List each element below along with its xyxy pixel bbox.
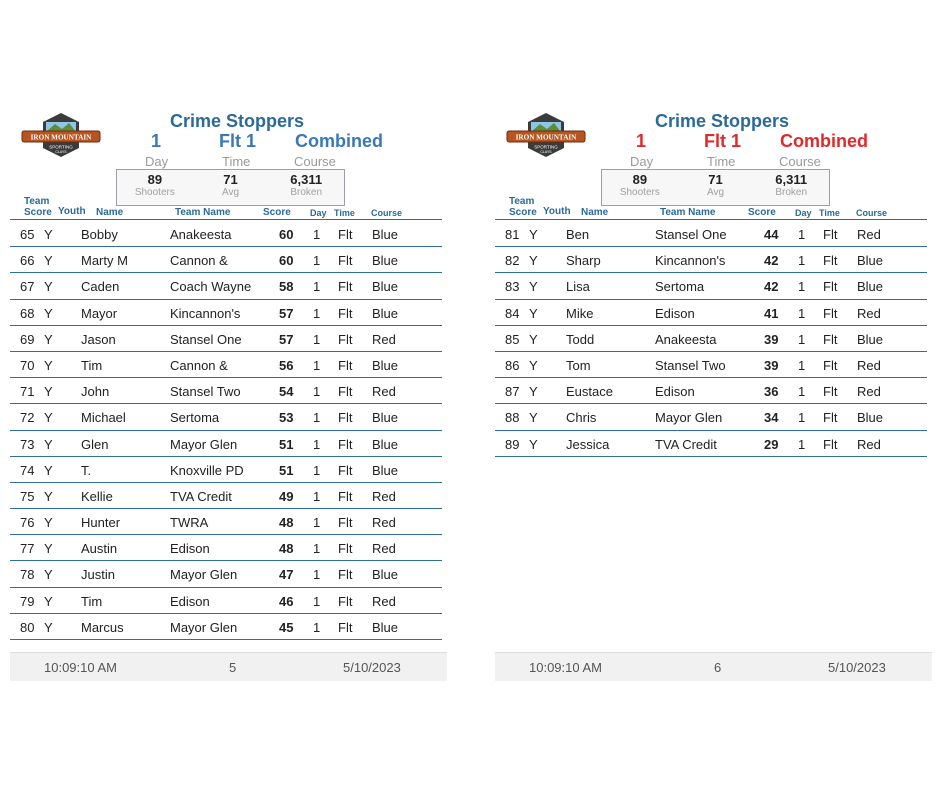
youth-cell: Y bbox=[529, 305, 538, 321]
time-cell: Flt bbox=[823, 305, 838, 321]
time-cell: Flt bbox=[338, 488, 353, 504]
table-row bbox=[10, 378, 442, 404]
team-score-cell: 78 bbox=[20, 567, 35, 583]
course-label: Course bbox=[779, 154, 821, 169]
youth-cell: Y bbox=[44, 331, 53, 347]
score-cell: 39 bbox=[764, 331, 779, 347]
team-name-cell: Knoxville PD bbox=[170, 462, 244, 478]
score-cell: 47 bbox=[279, 567, 294, 583]
team-name-cell: Edison bbox=[655, 384, 695, 400]
day-cell: 1 bbox=[313, 541, 321, 557]
shooter-name-cell: Ben bbox=[566, 227, 590, 242]
team-name-cell: Anakeesta bbox=[655, 331, 717, 347]
table-row bbox=[495, 431, 927, 457]
team-score-cell: 70 bbox=[20, 357, 35, 373]
youth-cell: Y bbox=[44, 384, 53, 400]
time-cell: Flt bbox=[823, 436, 838, 452]
course-cell: Blue bbox=[372, 227, 399, 242]
shooter-name-cell: Caden bbox=[81, 279, 120, 295]
table-row bbox=[495, 326, 927, 352]
page-footer bbox=[495, 652, 932, 681]
course-cell: Blue bbox=[372, 410, 399, 426]
time-cell: Flt bbox=[338, 541, 353, 557]
score-cell: 57 bbox=[279, 331, 294, 347]
team-score-cell: 89 bbox=[505, 436, 520, 452]
course-value: Combined bbox=[295, 131, 383, 151]
youth-cell: Y bbox=[44, 410, 53, 426]
youth-cell: Y bbox=[529, 331, 538, 347]
header-score: Score bbox=[263, 207, 291, 218]
team-score-cell: 84 bbox=[505, 305, 520, 321]
course-cell: Blue bbox=[857, 331, 884, 347]
team-name-cell: Stansel One bbox=[170, 331, 242, 347]
header-divider bbox=[10, 219, 442, 220]
shooter-name-cell: Austin bbox=[81, 541, 118, 557]
day-label: Day bbox=[145, 154, 169, 169]
youth-cell: Y bbox=[529, 384, 538, 400]
table-row bbox=[10, 535, 442, 561]
score-cell: 45 bbox=[279, 619, 294, 635]
course-cell: Red bbox=[372, 488, 396, 504]
table-row bbox=[495, 273, 927, 299]
header-time: Time bbox=[334, 208, 355, 218]
svg-text:CLAYS: CLAYS bbox=[540, 150, 552, 154]
table-row bbox=[10, 483, 442, 509]
table-row bbox=[10, 326, 442, 352]
score-cell: 44 bbox=[764, 227, 779, 242]
shooter-name-cell: Mayor bbox=[81, 305, 118, 321]
youth-cell: Y bbox=[529, 357, 538, 373]
team-name-cell: Stansel Two bbox=[170, 384, 241, 400]
youth-cell: Y bbox=[44, 593, 53, 609]
time-cell: Flt bbox=[338, 410, 353, 426]
day-cell: 1 bbox=[798, 227, 806, 242]
iron-mountain-logo-icon bbox=[21, 110, 101, 160]
score-cell: 49 bbox=[279, 488, 294, 504]
footer-date: 5/10/2023 bbox=[343, 660, 401, 675]
team-name-cell: Edison bbox=[170, 593, 210, 609]
time-cell: Flt bbox=[823, 253, 838, 269]
score-cell: 51 bbox=[279, 462, 294, 478]
shooter-name-cell: Sharp bbox=[566, 253, 601, 269]
team-name-cell: Sertoma bbox=[655, 279, 705, 295]
shooter-name-cell: Kellie bbox=[81, 488, 113, 504]
team-score-cell: 66 bbox=[20, 253, 35, 269]
team-score-cell: 65 bbox=[20, 227, 35, 242]
time-cell: Flt bbox=[338, 357, 353, 373]
day-cell: 1 bbox=[313, 384, 321, 400]
header-course: Course bbox=[371, 208, 403, 218]
header-name: Name bbox=[96, 207, 124, 218]
time-value: Flt 1 bbox=[219, 131, 257, 151]
table-row bbox=[495, 300, 927, 326]
header-time: Time bbox=[819, 208, 840, 218]
report-page-5 bbox=[10, 104, 447, 680]
team-name-cell: Mayor Glen bbox=[170, 619, 238, 635]
header-team: Team bbox=[509, 196, 535, 207]
shooter-name-cell: Bobby bbox=[81, 227, 118, 242]
team-score-cell: 87 bbox=[505, 384, 520, 400]
table-row bbox=[10, 588, 442, 614]
day-cell: 1 bbox=[798, 410, 806, 426]
team-score-cell: 83 bbox=[505, 279, 520, 295]
team-score-cell: 85 bbox=[505, 331, 520, 347]
table-row bbox=[10, 457, 442, 483]
header-youth: Youth bbox=[58, 206, 86, 217]
team-score-cell: 88 bbox=[505, 410, 520, 426]
score-cell: 48 bbox=[279, 541, 294, 557]
shooter-name-cell: Marcus bbox=[81, 619, 124, 635]
header-divider bbox=[495, 219, 927, 220]
team-name-cell: TVA Credit bbox=[655, 436, 717, 452]
youth-cell: Y bbox=[529, 279, 538, 295]
course-cell: Red bbox=[372, 515, 396, 531]
day-cell: 1 bbox=[313, 227, 321, 242]
course-cell: Blue bbox=[372, 567, 399, 583]
team-score-cell: 68 bbox=[20, 305, 35, 321]
course-cell: Red bbox=[857, 436, 881, 452]
course-cell: Red bbox=[372, 593, 396, 609]
youth-cell: Y bbox=[44, 279, 53, 295]
shooters-stat: 89 Shooters bbox=[619, 172, 660, 198]
team-score-cell: 67 bbox=[20, 279, 35, 295]
shooter-name-cell: John bbox=[81, 384, 110, 400]
table-row bbox=[495, 247, 927, 273]
shooter-name-cell: Marty M bbox=[81, 253, 128, 269]
header-team-name: Team Name bbox=[175, 207, 231, 218]
shooter-name-cell: Jessica bbox=[566, 436, 610, 452]
team-score-cell: 86 bbox=[505, 357, 520, 373]
score-cell: 57 bbox=[279, 305, 294, 321]
day-cell: 1 bbox=[313, 488, 321, 504]
header-name: Name bbox=[581, 207, 609, 218]
team-score-cell: 74 bbox=[20, 462, 35, 478]
time-label: Time bbox=[707, 154, 736, 169]
team-score-cell: 69 bbox=[20, 331, 35, 347]
footer-page-number: 5 bbox=[229, 660, 237, 675]
page-footer bbox=[10, 652, 447, 681]
team-score-cell: 75 bbox=[20, 488, 35, 504]
table-row bbox=[10, 404, 442, 430]
team-score-cell: 80 bbox=[20, 619, 35, 635]
shooters-stat: 89 Shooters bbox=[134, 172, 175, 198]
svg-text:SPORTING: SPORTING bbox=[49, 144, 73, 150]
day-value: 1 bbox=[151, 131, 162, 151]
course-cell: Red bbox=[857, 357, 881, 373]
course-cell: Blue bbox=[372, 305, 399, 321]
team-name-cell: Mayor Glen bbox=[655, 410, 723, 426]
team-score-cell: 71 bbox=[20, 384, 35, 400]
time-cell: Flt bbox=[338, 384, 353, 400]
score-cell: 56 bbox=[279, 357, 294, 373]
score-cell: 42 bbox=[764, 279, 779, 295]
event-title: Crime Stoppers bbox=[170, 111, 305, 131]
course-cell: Red bbox=[372, 541, 396, 557]
broken-stat: 6,311 Broken bbox=[290, 172, 323, 198]
time-value: Flt 1 bbox=[704, 131, 742, 151]
shooter-name-cell: Michael bbox=[81, 410, 126, 426]
time-cell: Flt bbox=[338, 436, 353, 452]
day-cell: 1 bbox=[313, 567, 321, 583]
youth-cell: Y bbox=[44, 227, 53, 242]
shooter-name-cell: Hunter bbox=[81, 515, 121, 531]
day-cell: 1 bbox=[313, 357, 321, 373]
team-score-cell: 77 bbox=[20, 541, 35, 557]
table-row bbox=[10, 561, 442, 587]
header-day: Day bbox=[310, 208, 327, 218]
time-cell: Flt bbox=[338, 253, 353, 269]
table-row bbox=[10, 614, 442, 640]
course-cell: Blue bbox=[372, 253, 399, 269]
shooter-name-cell: Glen bbox=[81, 436, 109, 452]
team-name-cell: Cannon & bbox=[170, 357, 228, 373]
shooter-name-cell: Jason bbox=[81, 331, 116, 347]
avg-stat: 71 Avg bbox=[221, 172, 240, 198]
score-cell: 53 bbox=[279, 410, 294, 426]
table-row bbox=[495, 404, 927, 430]
table-row bbox=[495, 221, 927, 247]
event-title: Crime Stoppers bbox=[655, 111, 790, 131]
time-cell: Flt bbox=[338, 593, 353, 609]
youth-cell: Y bbox=[44, 305, 53, 321]
youth-cell: Y bbox=[44, 436, 53, 452]
day-cell: 1 bbox=[313, 462, 321, 478]
shooter-name-cell: Todd bbox=[566, 331, 595, 347]
youth-cell: Y bbox=[44, 515, 53, 531]
team-score-cell: 72 bbox=[20, 410, 35, 426]
time-cell: Flt bbox=[338, 279, 353, 295]
shooter-name-cell: Tom bbox=[566, 357, 591, 373]
footer-page-number: 6 bbox=[714, 660, 722, 675]
day-cell: 1 bbox=[313, 436, 321, 452]
time-cell: Flt bbox=[338, 227, 353, 242]
day-cell: 1 bbox=[798, 357, 806, 373]
report-page-6 bbox=[495, 104, 932, 680]
footer-time: 10:09:10 AM bbox=[529, 660, 602, 675]
course-cell: Blue bbox=[372, 436, 399, 452]
svg-text:SPORTING: SPORTING bbox=[534, 144, 558, 150]
day-cell: 1 bbox=[798, 384, 806, 400]
course-cell: Blue bbox=[857, 253, 884, 269]
header-team-score: Score bbox=[24, 207, 52, 218]
course-cell: Blue bbox=[372, 279, 399, 295]
svg-text:CLAYS: CLAYS bbox=[55, 150, 67, 154]
stats-box bbox=[601, 169, 830, 206]
svg-text:IRON MOUNTAIN: IRON MOUNTAIN bbox=[30, 133, 92, 142]
time-cell: Flt bbox=[338, 567, 353, 583]
time-cell: Flt bbox=[823, 331, 838, 347]
day-cell: 1 bbox=[313, 619, 321, 635]
score-cell: 60 bbox=[279, 253, 294, 269]
youth-cell: Y bbox=[529, 410, 538, 426]
header-youth: Youth bbox=[543, 206, 571, 217]
score-cell: 36 bbox=[764, 384, 779, 400]
time-cell: Flt bbox=[338, 305, 353, 321]
course-cell: Red bbox=[857, 384, 881, 400]
course-cell: Red bbox=[372, 331, 396, 347]
course-cell: Blue bbox=[372, 619, 399, 635]
youth-cell: Y bbox=[44, 567, 53, 583]
youth-cell: Y bbox=[44, 357, 53, 373]
header-team: Team bbox=[24, 196, 50, 207]
course-cell: Blue bbox=[857, 410, 884, 426]
course-label: Course bbox=[294, 154, 336, 169]
time-cell: Flt bbox=[338, 331, 353, 347]
table-row bbox=[10, 431, 442, 457]
score-cell: 54 bbox=[279, 384, 294, 400]
team-score-cell: 81 bbox=[505, 227, 520, 242]
day-cell: 1 bbox=[313, 410, 321, 426]
team-name-cell: Coach Wayne bbox=[170, 279, 252, 295]
header-day: Day bbox=[795, 208, 812, 218]
course-cell: Blue bbox=[372, 462, 399, 478]
score-cell: 34 bbox=[764, 410, 779, 426]
time-cell: Flt bbox=[823, 410, 838, 426]
table-row bbox=[10, 273, 442, 299]
score-cell: 42 bbox=[764, 253, 779, 269]
header-team-score: Score bbox=[509, 207, 537, 218]
avg-stat: 71 Avg bbox=[706, 172, 725, 198]
shooter-name-cell: Justin bbox=[81, 567, 115, 583]
broken-stat: 6,311 Broken bbox=[775, 172, 808, 198]
team-score-cell: 82 bbox=[505, 253, 520, 269]
team-name-cell: Stansel Two bbox=[655, 357, 726, 373]
team-name-cell: Edison bbox=[170, 541, 210, 557]
header-course: Course bbox=[856, 208, 888, 218]
table-row bbox=[10, 221, 442, 247]
time-cell: Flt bbox=[338, 515, 353, 531]
day-cell: 1 bbox=[313, 279, 321, 295]
footer-time: 10:09:10 AM bbox=[44, 660, 117, 675]
shooter-name-cell: Lisa bbox=[566, 279, 590, 295]
day-cell: 1 bbox=[313, 305, 321, 321]
score-cell: 60 bbox=[279, 227, 294, 242]
course-cell: Red bbox=[857, 227, 881, 242]
stats-box bbox=[116, 169, 345, 206]
table-row bbox=[10, 509, 442, 535]
svg-text:IRON MOUNTAIN: IRON MOUNTAIN bbox=[515, 133, 577, 142]
score-cell: 41 bbox=[764, 305, 779, 321]
youth-cell: Y bbox=[529, 436, 538, 452]
score-cell: 48 bbox=[279, 515, 294, 531]
day-cell: 1 bbox=[313, 593, 321, 609]
day-label: Day bbox=[630, 154, 654, 169]
day-cell: 1 bbox=[313, 331, 321, 347]
score-cell: 29 bbox=[764, 436, 779, 452]
team-name-cell: Edison bbox=[655, 305, 695, 321]
score-cell: 51 bbox=[279, 436, 294, 452]
results-table bbox=[495, 221, 927, 457]
table-row bbox=[10, 247, 442, 273]
time-label: Time bbox=[222, 154, 251, 169]
youth-cell: Y bbox=[44, 541, 53, 557]
team-name-cell: Kincannon's bbox=[170, 305, 241, 321]
team-name-cell: Kincannon's bbox=[655, 253, 726, 269]
team-name-cell: Mayor Glen bbox=[170, 567, 238, 583]
footer-date: 5/10/2023 bbox=[828, 660, 886, 675]
score-cell: 39 bbox=[764, 357, 779, 373]
shooter-name-cell: Eustace bbox=[566, 384, 613, 400]
day-cell: 1 bbox=[798, 436, 806, 452]
shooter-name-cell: Tim bbox=[81, 357, 103, 373]
day-cell: 1 bbox=[313, 515, 321, 531]
team-name-cell: TVA Credit bbox=[170, 488, 232, 504]
course-cell: Blue bbox=[857, 279, 884, 295]
shooter-name-cell: Mike bbox=[566, 305, 594, 321]
header-score: Score bbox=[748, 207, 776, 218]
time-cell: Flt bbox=[338, 619, 353, 635]
team-score-cell: 76 bbox=[20, 515, 35, 531]
time-cell: Flt bbox=[823, 227, 838, 242]
time-cell: Flt bbox=[823, 384, 838, 400]
youth-cell: Y bbox=[44, 619, 53, 635]
table-row bbox=[10, 300, 442, 326]
iron-mountain-logo-icon bbox=[506, 110, 586, 160]
day-cell: 1 bbox=[798, 279, 806, 295]
course-cell: Red bbox=[372, 384, 396, 400]
youth-cell: Y bbox=[44, 462, 53, 478]
day-cell: 1 bbox=[313, 253, 321, 269]
header-team-name: Team Name bbox=[660, 207, 716, 218]
team-name-cell: TWRA bbox=[170, 515, 209, 531]
score-cell: 58 bbox=[279, 279, 294, 295]
youth-cell: Y bbox=[529, 253, 538, 269]
team-score-cell: 73 bbox=[20, 436, 35, 452]
team-score-cell: 79 bbox=[20, 593, 35, 609]
youth-cell: Y bbox=[44, 488, 53, 504]
day-cell: 1 bbox=[798, 305, 806, 321]
course-cell: Red bbox=[857, 305, 881, 321]
score-cell: 46 bbox=[279, 593, 294, 609]
team-name-cell: Sertoma bbox=[170, 410, 220, 426]
table-row bbox=[495, 352, 927, 378]
day-cell: 1 bbox=[798, 253, 806, 269]
team-name-cell: Anakeesta bbox=[170, 227, 232, 242]
team-name-cell: Cannon & bbox=[170, 253, 228, 269]
team-name-cell: Stansel One bbox=[655, 227, 727, 242]
day-value: 1 bbox=[636, 131, 647, 151]
table-row bbox=[495, 378, 927, 404]
course-value: Combined bbox=[780, 131, 868, 151]
results-table bbox=[10, 221, 442, 640]
team-name-cell: Mayor Glen bbox=[170, 436, 238, 452]
youth-cell: Y bbox=[44, 253, 53, 269]
shooter-name-cell: T. bbox=[81, 462, 92, 478]
shooter-name-cell: Tim bbox=[81, 593, 103, 609]
time-cell: Flt bbox=[338, 462, 353, 478]
time-cell: Flt bbox=[823, 357, 838, 373]
day-cell: 1 bbox=[798, 331, 806, 347]
time-cell: Flt bbox=[823, 279, 838, 295]
youth-cell: Y bbox=[529, 227, 538, 242]
shooter-name-cell: Chris bbox=[566, 410, 597, 426]
table-row bbox=[10, 352, 442, 378]
course-cell: Blue bbox=[372, 357, 399, 373]
